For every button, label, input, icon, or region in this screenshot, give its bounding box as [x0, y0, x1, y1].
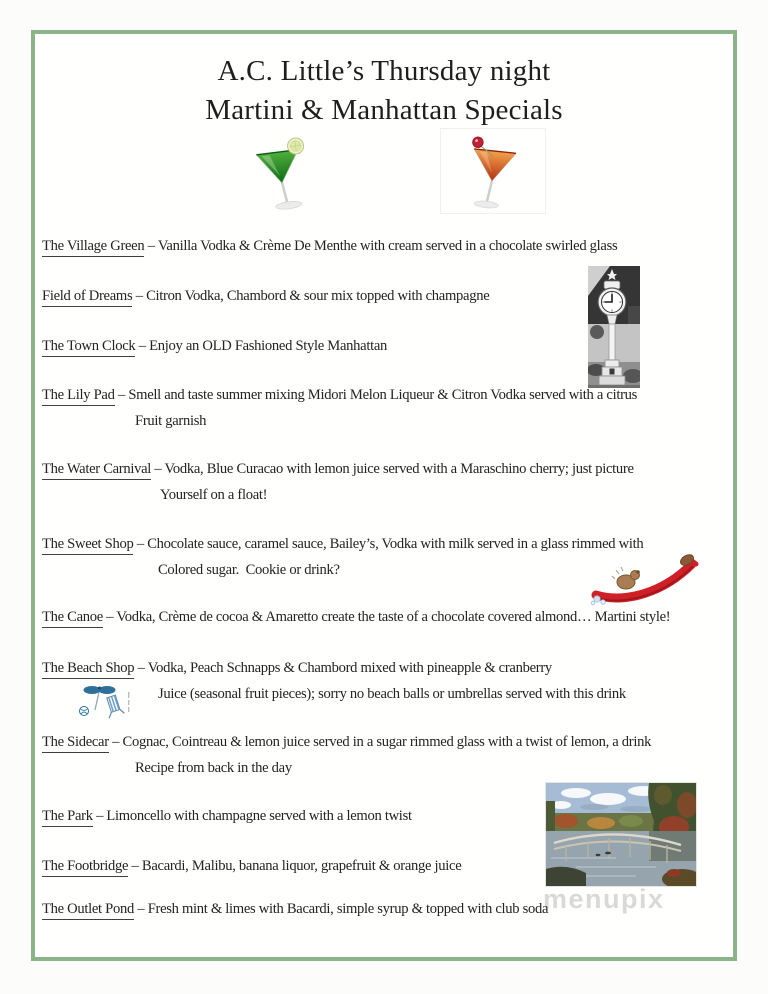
drink-description: Fresh mint & limes with Bacardi, simple syrup & topped with club soda [147, 901, 549, 917]
drink-description-line2: Colored sugar. Cookie or drink? [158, 562, 340, 578]
drink-description: Cognac, Cointreau & lemon juice served in a sugar rimmed glass with a twist of lemon, a drink [122, 734, 652, 750]
drink-description: Bacardi, Malibu, banana liquor, grapefruit & orange juice [141, 858, 462, 874]
drink-description: Vodka, Crème de cocoa & Amaretto create the taste of a chocolate covered almond… Martini style! [116, 609, 671, 625]
menu-item-water-carnival [42, 459, 634, 505]
page-title-line2: Martini & Manhattan Specials [205, 94, 563, 126]
dash-separator: – [106, 609, 114, 625]
drink-description: Vodka, Peach Schnapps & Chambord mixed with pineapple & cranberry [147, 660, 552, 676]
dash-separator: – [112, 734, 120, 750]
dash-separator: – [136, 536, 144, 552]
green-martini-clipart [238, 136, 324, 214]
drink-name: The Sweet Shop [42, 536, 133, 555]
menu-item-lily-pad [42, 385, 637, 431]
drink-name: The Lily Pad [42, 387, 115, 406]
menu-item-outlet-pond [42, 899, 548, 919]
drink-name: The Beach Shop [42, 660, 134, 679]
menu-item-town-clock [42, 336, 387, 356]
drink-name: The Canoe [42, 609, 103, 628]
dash-separator: – [154, 461, 162, 477]
menu-item-sweet-shop [42, 534, 643, 580]
dash-separator: – [131, 858, 139, 874]
drink-name: The Sidecar [42, 734, 109, 753]
menu-item-sidecar [42, 732, 651, 778]
menu-item-beach-shop [42, 658, 626, 704]
page-title-line1: A.C. Little’s Thursday night [217, 55, 551, 87]
menupix-watermark: menupix [543, 884, 665, 914]
drink-description: Citron Vodka, Chambord & sour mix topped with champagne [146, 288, 490, 304]
drink-description: Vanilla Vodka & Crème De Menthe with cream served in a chocolate swirled glass [157, 238, 618, 254]
menu-item-canoe [42, 607, 670, 627]
drink-name: The Park [42, 808, 93, 827]
manhattan-clipart [440, 128, 546, 214]
page-title [0, 52, 768, 130]
menu-item-field-of-dreams [42, 286, 489, 306]
drink-name: The Water Carnival [42, 461, 151, 480]
dash-separator: – [117, 387, 125, 403]
drink-name: The Village Green [42, 238, 144, 257]
menu-item-park [42, 806, 412, 826]
drink-description-line2: Juice (seasonal fruit pieces); sorry no beach balls or umbrellas served with this drink [158, 686, 626, 702]
drink-description: Vodka, Blue Curacao with lemon juice served with a Maraschino cherry; just picture [164, 461, 634, 477]
footbridge-pond-photo [545, 782, 697, 887]
dash-separator: – [96, 808, 104, 824]
drink-name: The Town Clock [42, 338, 135, 357]
town-clock-photo [588, 266, 640, 388]
dash-separator: – [137, 660, 145, 676]
dash-separator: – [137, 901, 145, 917]
menu-item-village-green [42, 236, 617, 256]
drink-description: Enjoy an OLD Fashioned Style Manhattan [149, 338, 388, 354]
menu-item-footbridge [42, 856, 461, 876]
drink-name: The Outlet Pond [42, 901, 134, 920]
drink-description-line2: Recipe from back in the day [135, 760, 292, 776]
dash-separator: – [138, 338, 146, 354]
drink-description: Chocolate sauce, caramel sauce, Bailey’s, Vodka with milk served in a glass rimmed with [147, 536, 644, 552]
drink-name: Field of Dreams [42, 288, 132, 307]
dash-separator: – [135, 288, 143, 304]
drink-description-line2: Yourself on a float! [160, 487, 268, 503]
drink-description: Limoncello with champagne served with a lemon twist [106, 808, 412, 824]
drink-name: The Footbridge [42, 858, 128, 877]
drink-description: Smell and taste summer mixing Midori Melon Liqueur & Citron Vodka served with a citrus [128, 387, 638, 403]
drink-description-line2: Fruit garnish [135, 413, 207, 429]
dash-separator: – [147, 238, 155, 254]
